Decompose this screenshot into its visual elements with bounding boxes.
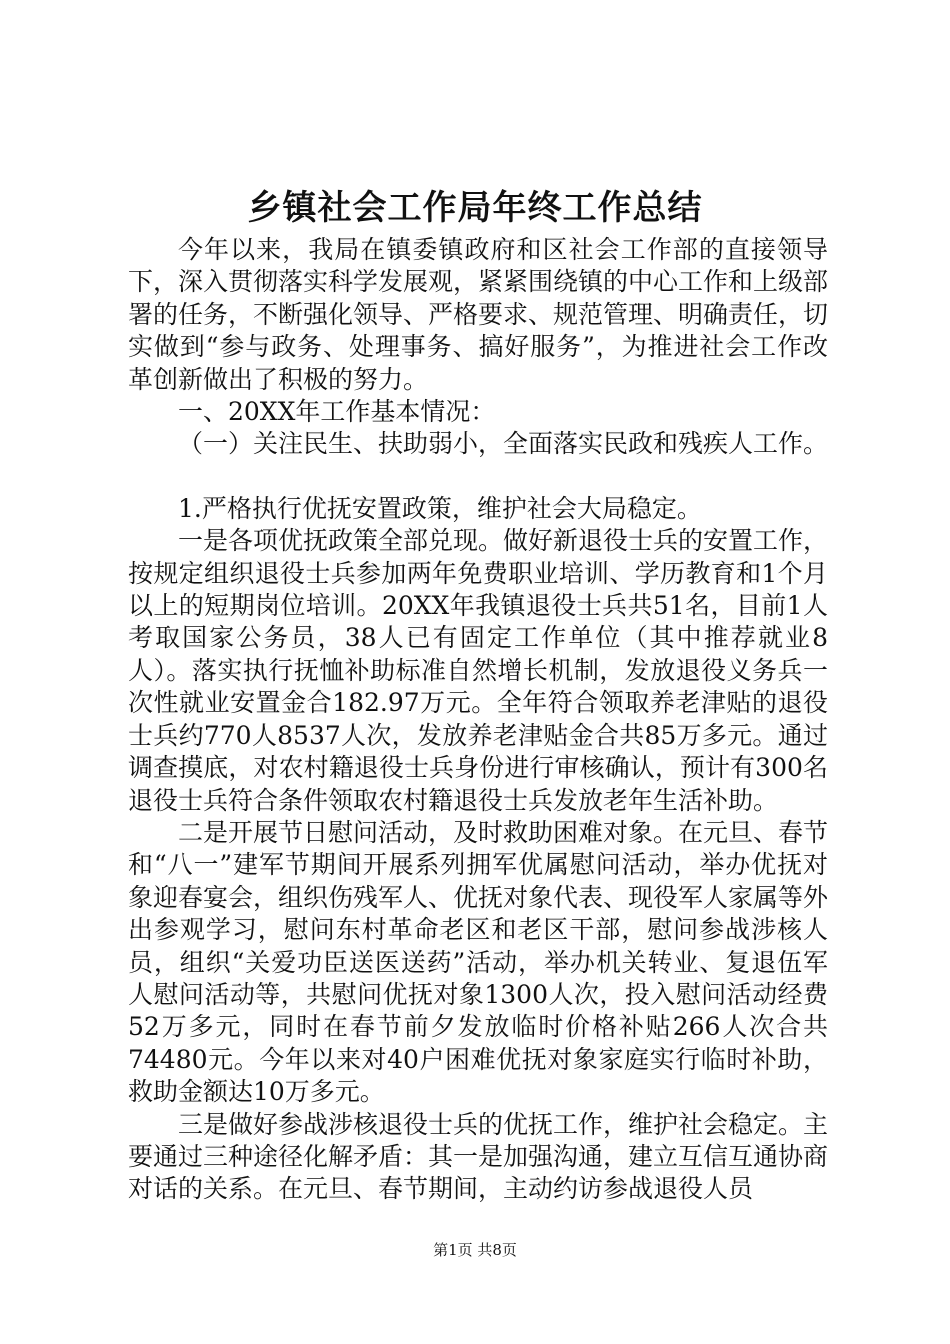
heading-section-1: 一、20XX年工作基本情况： [178,397,496,427]
document-body [128,234,828,1206]
paragraph-item-1-1: 一是各项优抚政策全部兑现。做好新退役士兵的安置工作，按规定组织退役士兵参加两年免费职业培训、学历教育和1个月以上的短期岗位培训。20XX年我镇退役士兵共51名，目前1人考取国家公务员，38人已有固定工作单位（其中推荐就业8人）。落实执行抚恤补助标准自然增长机制，发放退役义务兵一次性就业安置金合182.97万元。全年符合领取养老津贴的退役士兵约770人8537人次，发放养老津贴金合共85万多元。通过调查摸底，对农村籍退役士兵身份进行审核确认，预计有300名退役士兵符合条件领取农村籍退役士兵发放老年生活补助。 [128,526,829,815]
page-footer: 第1页 共8页 [433,1241,517,1259]
heading-item-1: 1.严格执行优抚安置政策，维护社会大局稳定。 [178,493,702,523]
heading-subsection-1: （一）关注民生、扶助弱小，全面落实民政和残疾人工作。 [178,429,829,459]
document-title: 乡镇社会工作局年终工作总结 [247,188,703,228]
paragraph-item-1-3: 三是做好参战涉核退役士兵的优抚工作，维护社会稳定。主要通过三种途径化解矛盾：其一是加强沟通，建立互信互通协商对话的关系。在元旦、春节期间，主动约访参战退役人员 [128,1109,829,1204]
paragraph-item-1-2: 二是开展节日慰问活动，及时救助困难对象。在元旦、春节和“八一”建军节期间开展系列拥军优属慰问活动，举办优抚对象迎春宴会，组织伤残军人、优抚对象代表、现役军人家属等外出参观学习，慰问东村革命老区和老区干部，慰问参战涉核人员，组织“关爱功臣送医送药”活动，举办机关转业、复退伍军人慰问活动等，共慰问优抚对象1300人次，投入慰问活动经费52万多元，同时在春节前夕发放临时价格补贴266人次合共74480元。今年以来对40户困难优抚对象家庭实行临时补助，救助金额达10万多元。 [128,817,829,1107]
paragraph-intro: 今年以来，我局在镇委镇政府和区社会工作部的直接领导下，深入贯彻落实科学发展观，紧紧围绕镇的中心工作和上级部署的任务，不断强化领导、严格要求、规范管理、明确责任，切实做到“参与政务、处理事务、搞好服务”，为推进社会工作改革创新做出了积极的努力。 [128,235,829,394]
